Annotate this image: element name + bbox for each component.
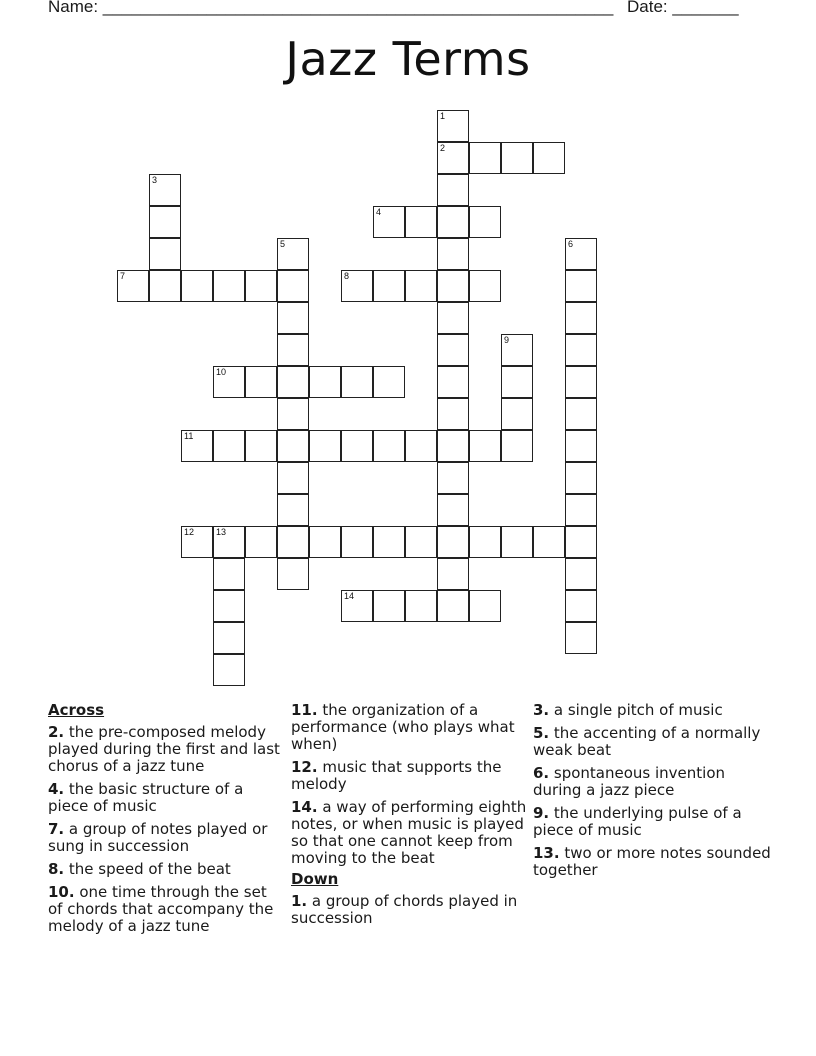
clue-item	[291, 893, 527, 927]
clue-item	[48, 724, 282, 775]
crossword-cell[interactable]	[565, 270, 597, 302]
crossword-cell[interactable]	[213, 270, 245, 302]
clue-number: 5	[280, 239, 286, 249]
clue-item	[291, 799, 527, 867]
crossword-cell[interactable]	[501, 526, 533, 558]
clue-item-number: 5.	[533, 724, 550, 742]
across-clue-list	[48, 724, 282, 935]
clue-number: 4	[376, 207, 382, 217]
crossword-cell[interactable]	[405, 526, 437, 558]
name-field[interactable]: Name: ______________________________________________________	[48, 0, 614, 16]
crossword-cell[interactable]	[277, 558, 309, 590]
across-clue-list-continued	[291, 702, 527, 867]
crossword-cell[interactable]	[501, 398, 533, 430]
crossword-cell[interactable]	[213, 526, 245, 558]
crossword-cell[interactable]	[533, 526, 565, 558]
crossword-cell[interactable]	[501, 430, 533, 462]
crossword-cell[interactable]	[469, 206, 501, 238]
crossword-cell[interactable]	[277, 270, 309, 302]
clues-column-1	[48, 702, 282, 941]
crossword-cell[interactable]	[405, 206, 437, 238]
clue-number: 13	[216, 527, 227, 537]
clue-number: 7	[120, 271, 126, 281]
clue-item-text: the underlying pulse of a piece of music	[533, 804, 742, 839]
crossword-cell[interactable]	[437, 462, 469, 494]
clue-item-text: two or more notes sounded together	[533, 844, 771, 879]
clue-item-text: the basic structure of a piece of music	[48, 780, 244, 815]
crossword-cell[interactable]	[341, 366, 373, 398]
crossword-cell[interactable]	[437, 430, 469, 462]
crossword-cell[interactable]	[437, 206, 469, 238]
clue-item-text: a single pitch of music	[549, 701, 723, 719]
crossword-cell[interactable]	[277, 494, 309, 526]
clue-item-text: the speed of the beat	[64, 860, 231, 878]
crossword-cell[interactable]	[309, 430, 341, 462]
crossword-cell[interactable]	[501, 366, 533, 398]
crossword-cell[interactable]	[277, 398, 309, 430]
crossword-cell[interactable]	[469, 526, 501, 558]
clue-number: 12	[184, 527, 195, 537]
clue-item	[291, 759, 527, 793]
clue-number: 3	[152, 175, 158, 185]
clue-item	[533, 725, 773, 759]
crossword-cell[interactable]	[181, 526, 213, 558]
clue-number: 11	[184, 431, 194, 441]
crossword-cell[interactable]	[213, 622, 245, 654]
clue-item-number: 8.	[48, 860, 65, 878]
clue-item-number: 10.	[48, 883, 75, 901]
crossword-cell[interactable]	[565, 430, 597, 462]
crossword-cell[interactable]	[245, 270, 277, 302]
date-field[interactable]: Date: _______	[627, 0, 739, 16]
crossword-cell[interactable]	[373, 270, 405, 302]
clue-item-number: 9.	[533, 804, 550, 822]
crossword-cell[interactable]	[469, 590, 501, 622]
crossword-cell[interactable]	[149, 238, 181, 270]
crossword-cell[interactable]	[565, 398, 597, 430]
crossword-cell[interactable]	[373, 526, 405, 558]
crossword-cell[interactable]	[437, 398, 469, 430]
clue-number: 1	[440, 111, 446, 121]
clue-number: 10	[216, 367, 227, 377]
clue-item-number: 14.	[291, 798, 318, 816]
crossword-cell[interactable]	[565, 302, 597, 334]
clue-item-text: music that supports the melody	[291, 758, 502, 793]
down-clue-list-continued	[533, 702, 773, 879]
crossword-cell[interactable]	[437, 174, 469, 206]
clue-number: 2	[440, 143, 446, 153]
across-heading: Across	[48, 701, 105, 719]
crossword-cell[interactable]	[533, 142, 565, 174]
clue-item-number: 1.	[291, 892, 308, 910]
crossword-cell[interactable]	[405, 590, 437, 622]
crossword-cell[interactable]	[277, 238, 309, 270]
crossword-cell[interactable]	[437, 366, 469, 398]
crossword-cell[interactable]	[277, 462, 309, 494]
clue-item-number: 7.	[48, 820, 65, 838]
crossword-cell[interactable]	[565, 238, 597, 270]
crossword-cell[interactable]	[341, 430, 373, 462]
crossword-cell[interactable]	[245, 430, 277, 462]
clue-item-text: one time through the set of chords that accompany the melody of a jazz tune	[48, 883, 274, 935]
clue-item-text: a group of chords played in succession	[291, 892, 518, 927]
crossword-cell[interactable]	[213, 590, 245, 622]
clue-item	[533, 702, 773, 719]
crossword-cell[interactable]	[213, 430, 245, 462]
crossword-cell[interactable]	[565, 366, 597, 398]
crossword-cell[interactable]	[213, 654, 245, 686]
crossword-cell[interactable]	[437, 558, 469, 590]
clue-item	[533, 845, 773, 879]
crossword-cell[interactable]	[437, 238, 469, 270]
clue-item-text: the pre-composed melody played during the first and last chorus of a jazz tune	[48, 723, 280, 775]
clue-item-number: 13.	[533, 844, 560, 862]
crossword-cell[interactable]	[469, 430, 501, 462]
clue-item	[48, 781, 282, 815]
crossword-cell[interactable]	[277, 366, 309, 398]
crossword-cell[interactable]	[181, 270, 213, 302]
crossword-cell[interactable]	[501, 142, 533, 174]
crossword-cell[interactable]	[309, 526, 341, 558]
clues-column-3	[533, 702, 773, 885]
crossword-cell[interactable]	[341, 270, 373, 302]
crossword-cell[interactable]	[565, 558, 597, 590]
crossword-cell[interactable]	[437, 526, 469, 558]
clue-number: 9	[504, 335, 510, 345]
clue-number: 14	[344, 591, 355, 601]
crossword-cell[interactable]	[117, 270, 149, 302]
crossword-cell[interactable]	[373, 590, 405, 622]
crossword-cell[interactable]	[213, 558, 245, 590]
crossword-cell[interactable]	[565, 622, 597, 654]
crossword-cell[interactable]	[565, 526, 597, 558]
clue-item	[48, 884, 282, 935]
crossword-cell[interactable]	[437, 590, 469, 622]
crossword-cell[interactable]	[245, 526, 277, 558]
crossword-cell[interactable]	[277, 334, 309, 366]
crossword-cell[interactable]	[181, 430, 213, 462]
crossword-cell[interactable]	[437, 110, 469, 142]
crossword-cell[interactable]	[149, 270, 181, 302]
crossword-cell[interactable]	[437, 494, 469, 526]
down-clue-list	[291, 893, 527, 927]
crossword-cell[interactable]	[565, 334, 597, 366]
crossword-cell[interactable]	[469, 270, 501, 302]
clues-column-2	[291, 702, 527, 933]
clue-item-number: 12.	[291, 758, 318, 776]
crossword-cell[interactable]	[341, 526, 373, 558]
crossword-cell[interactable]	[469, 142, 501, 174]
page-title: Jazz Terms	[285, 32, 531, 86]
clue-item-text: spontaneous invention during a jazz piece	[533, 764, 726, 799]
crossword-cell[interactable]	[373, 430, 405, 462]
crossword-cell[interactable]	[437, 270, 469, 302]
crossword-cell[interactable]	[437, 302, 469, 334]
clue-number: 6	[568, 239, 574, 249]
crossword-cell[interactable]	[309, 366, 341, 398]
crossword-cell[interactable]	[213, 366, 245, 398]
crossword-cell[interactable]	[373, 366, 405, 398]
crossword-cell[interactable]	[341, 590, 373, 622]
clue-item-number: 2.	[48, 723, 65, 741]
crossword-cell[interactable]	[277, 526, 309, 558]
crossword-cell[interactable]	[565, 494, 597, 526]
clue-item-text: a way of performing eighth notes, or when music is played so that one cannot keep from moving to the beat	[291, 798, 527, 867]
clue-item-number: 11.	[291, 701, 318, 719]
crossword-cell[interactable]	[437, 334, 469, 366]
crossword-cell[interactable]	[373, 206, 405, 238]
down-heading: Down	[291, 870, 339, 888]
clue-item-text: a group of notes played or sung in succession	[48, 820, 268, 855]
clue-item-text: the organization of a performance (who plays what when)	[291, 701, 515, 753]
crossword-cell[interactable]	[277, 430, 309, 462]
clue-item-number: 3.	[533, 701, 550, 719]
crossword-cell[interactable]	[149, 174, 181, 206]
crossword-cell[interactable]	[405, 430, 437, 462]
clue-item-number: 4.	[48, 780, 65, 798]
crossword-cell[interactable]	[245, 366, 277, 398]
clue-item	[533, 765, 773, 799]
crossword-cell[interactable]	[501, 334, 533, 366]
clue-item	[291, 702, 527, 753]
clue-item	[48, 861, 282, 878]
clue-item	[48, 821, 282, 855]
crossword-cell[interactable]	[437, 142, 469, 174]
clue-item-text: the accenting of a normally weak beat	[533, 724, 761, 759]
crossword-cell[interactable]	[277, 302, 309, 334]
crossword-cell[interactable]	[149, 206, 181, 238]
clue-item-number: 6.	[533, 764, 550, 782]
clue-number: 8	[344, 271, 350, 281]
clue-item	[533, 805, 773, 839]
crossword-cell[interactable]	[405, 270, 437, 302]
crossword-cell[interactable]	[565, 462, 597, 494]
crossword-cell[interactable]	[565, 590, 597, 622]
